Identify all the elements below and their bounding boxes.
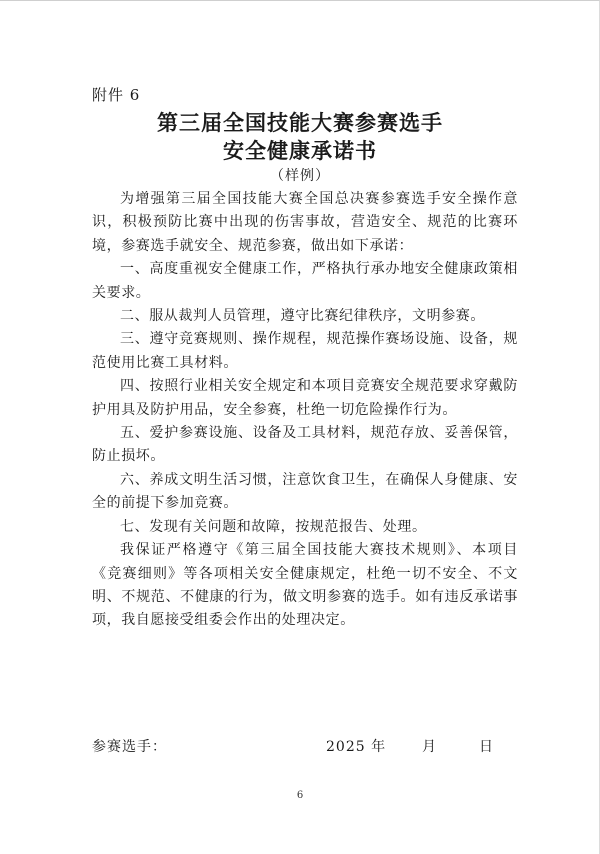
signature-year: 2025 年 (326, 739, 387, 755)
commitment-item-4: 四、按照行业相关安全规定和本项目竞赛安全规范要求穿戴防护用具及防护用品，安全参赛，杜绝一切危险操作行为。 (92, 378, 518, 418)
document-title-line-1: 第三届全国技能大赛参赛选手 (157, 110, 443, 135)
commitment-item-1: 一、高度重视安全健康工作，严格执行承办地安全健康政策相关要求。 (92, 261, 518, 301)
document-subtitle: （样例） (270, 168, 330, 184)
intro-paragraph: 为增强第三届全国技能大赛全国总决赛参赛选手安全操作意识，积极预防比赛中出现的伤害事故，营造安全、规范的比赛环境，参赛选手就安全、规范参赛，做出如下承诺： (92, 191, 518, 254)
signature-label: 参赛选手： (92, 739, 167, 755)
commitment-item-3: 三、遵守竞赛规则、操作规程，规范操作赛场设施、设备，规范使用比赛工具材料。 (92, 331, 518, 371)
commitment-item-7: 七、发现有关问题和故障，按规范报告、处理。 (120, 518, 427, 535)
commitment-item-5: 五、爱护参赛设施、设备及工具材料，规范存放、妥善保管，防止损坏。 (92, 425, 518, 465)
commitment-item-2: 二、服从裁判人员管理，遵守比赛纪律秩序，文明参赛。 (120, 308, 485, 325)
document-body (92, 188, 518, 633)
document-title-line-2: 安全健康承诺书 (223, 138, 377, 163)
signature-month: 月 (422, 739, 437, 755)
pledge-paragraph: 我保证严格遵守《第三届全国技能大赛技术规则》、本项目《竞赛细则》等各项相关安全健康规定，杜绝一切不安全、不文明、不规范、不健康的行为，做文明参赛的选手。如有违反承诺事项，我自愿接受组委会作出的处理决定。 (92, 542, 518, 629)
signature-day: 日 (479, 739, 494, 755)
commitment-item-6: 六、养成文明生活习惯，注意饮食卫生，在确保人身健康、安全的前提下参加竞赛。 (92, 471, 518, 512)
page-number: 6 (296, 790, 304, 801)
attachment-label: 附件 6 (92, 86, 141, 104)
